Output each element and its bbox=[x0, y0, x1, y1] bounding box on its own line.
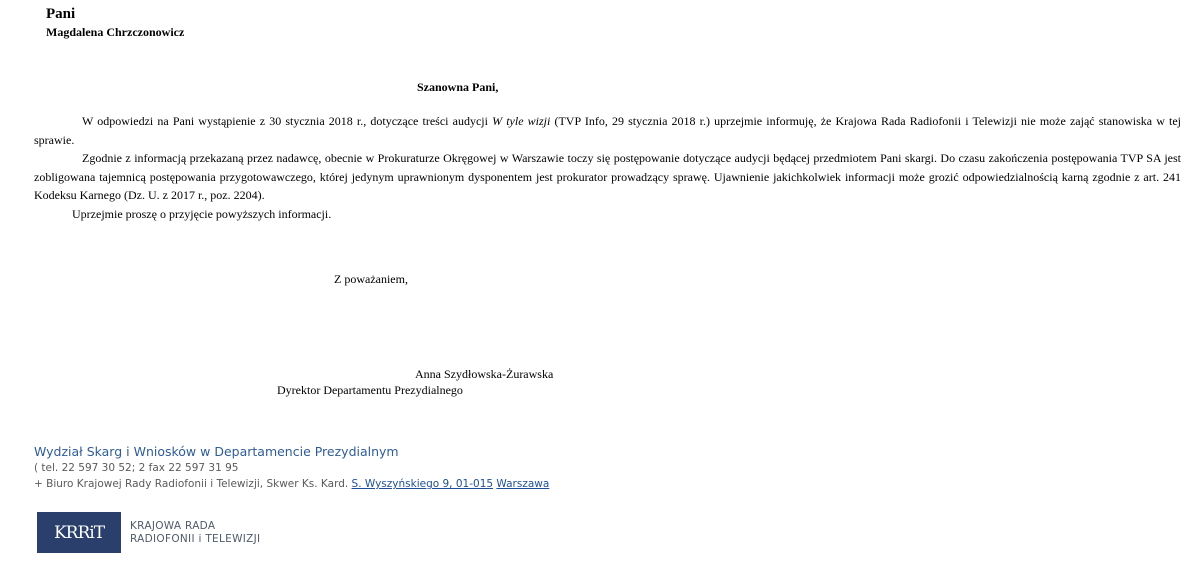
logo-name-line-2: RADIOFONII i TELEWIZJI bbox=[130, 533, 261, 545]
krrit-logo bbox=[37, 512, 121, 553]
paragraph-1-end: (TVP Info, 29 stycznia 2018 r.) uprzejmie informuję, że Krajowa Rada Radiofonii i Telewizji nie może zająć stanowiska w tej sprawie. bbox=[34, 114, 1182, 147]
letter-body bbox=[34, 112, 1181, 223]
paragraph-1-start: W odpowiedzi na Pani wystąpienie z 30 stycznia 2018 r., dotyczące treści audycji bbox=[82, 114, 493, 128]
paragraph-2: Zgodnie z informacją przekazaną przez nadawcę, obecnie w Prokuraturze Okręgowej w Warszawie toczy się postępowanie dotyczące audycji będącej przedmiotem Pani skargi. Do czasu zakończenia postępowania TVP SA jest zobligowana tajemnicą postępowania przygotowawczego, której jedynym uprawnionym dysponentem jest prokurator prowadzący sprawę. Ujawnienie jakichkolwiek informacji może grozić odpowiedzialnością karną zgodnie z art. 241 Kodeksu Karnego (Dz. U. z 2017 r., poz. 2204). bbox=[34, 151, 1181, 202]
closing: Z poważaniem, bbox=[334, 272, 408, 286]
footer-department: Wydział Skarg i Wniosków w Departamencie Prezydialnym bbox=[34, 444, 399, 459]
addressee-name: Magdalena Chrzczonowicz bbox=[46, 25, 185, 39]
greeting: Szanowna Pani, bbox=[417, 80, 499, 94]
signature-name: Anna Szydłowska-Żurawska bbox=[415, 367, 554, 381]
footer-address-prefix: + Biuro Krajowej Rady Radiofonii i Telewizji, Skwer Ks. Kard. bbox=[34, 478, 352, 490]
address-street-link[interactable]: S. Wyszyńskiego 9, 01-015 bbox=[351, 478, 494, 490]
paragraph-3: Uprzejmie proszę o przyjęcie powyższych informacji. bbox=[72, 206, 332, 221]
footer-phone: ( tel. 22 597 30 52; 2 fax 22 597 31 95 bbox=[34, 462, 239, 474]
signature-role: Dyrektor Departamentu Prezydialnego bbox=[277, 383, 463, 397]
logo-name-line-1: KRAJOWA RADA bbox=[130, 520, 216, 532]
footer-address bbox=[34, 478, 549, 490]
paragraph-1 bbox=[34, 112, 1181, 149]
address-city-link[interactable]: Warszawa bbox=[496, 478, 550, 490]
addressee-title: Pani bbox=[46, 6, 76, 22]
program-title: W tyle wizji bbox=[492, 114, 551, 128]
logo-mark: KRRiT bbox=[53, 522, 105, 543]
